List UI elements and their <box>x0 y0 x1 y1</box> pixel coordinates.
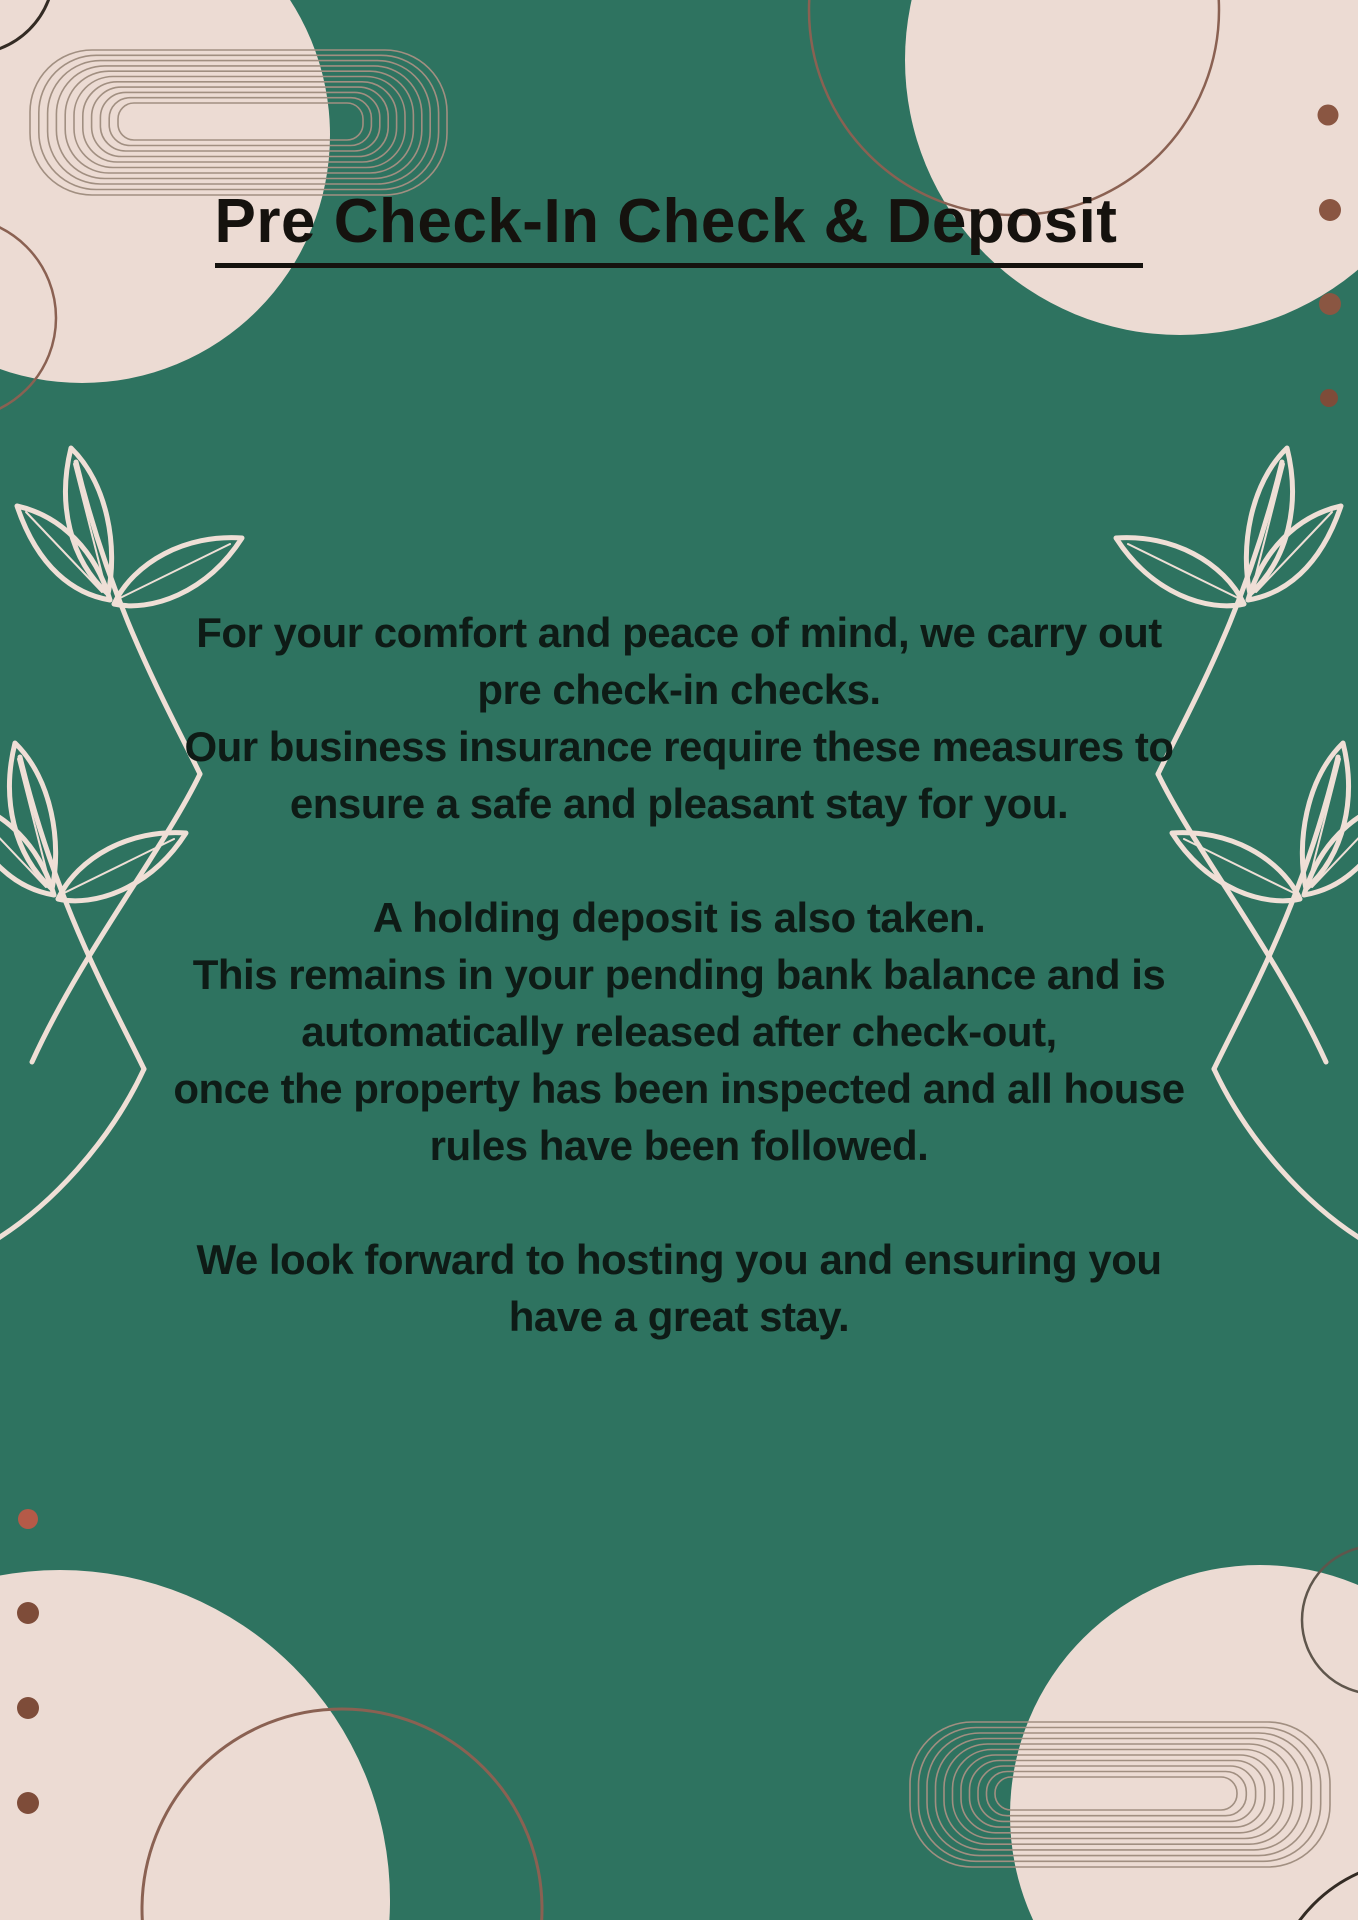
brown-dot <box>1319 293 1341 315</box>
body-line: once the property has been inspected and all house <box>173 1065 1185 1112</box>
body-text <box>0 604 1358 1345</box>
red-dot <box>18 1509 38 1529</box>
brown-dot <box>17 1697 39 1719</box>
brown-dot <box>17 1602 39 1624</box>
title-row <box>0 186 1358 268</box>
body-line: For your comfort and peace of mind, we carry out <box>196 609 1162 656</box>
body-line: have a great stay. <box>508 1293 850 1340</box>
page-title: Pre Check-In Check & Deposit <box>215 186 1144 268</box>
body-line: automatically released after check-out, <box>301 1008 1057 1055</box>
body-line: Our business insurance require these measures to <box>184 723 1174 770</box>
body-line: We look forward to hosting you and ensuring you <box>196 1236 1162 1283</box>
body-line: pre check-in checks. <box>477 666 881 713</box>
body-line: This remains in your pending bank balance and is <box>192 951 1166 998</box>
brown-dot <box>17 1792 39 1814</box>
body-line: ensure a safe and pleasant stay for you. <box>289 780 1069 827</box>
brown-dot <box>1318 105 1339 126</box>
body-line: rules have been followed. <box>429 1122 929 1169</box>
cream-circle-top-right <box>905 0 1358 335</box>
body-line: A holding deposit is also taken. <box>372 894 986 941</box>
brown-dot <box>1320 389 1338 407</box>
cream-circle-bottom-left <box>0 1570 390 1920</box>
